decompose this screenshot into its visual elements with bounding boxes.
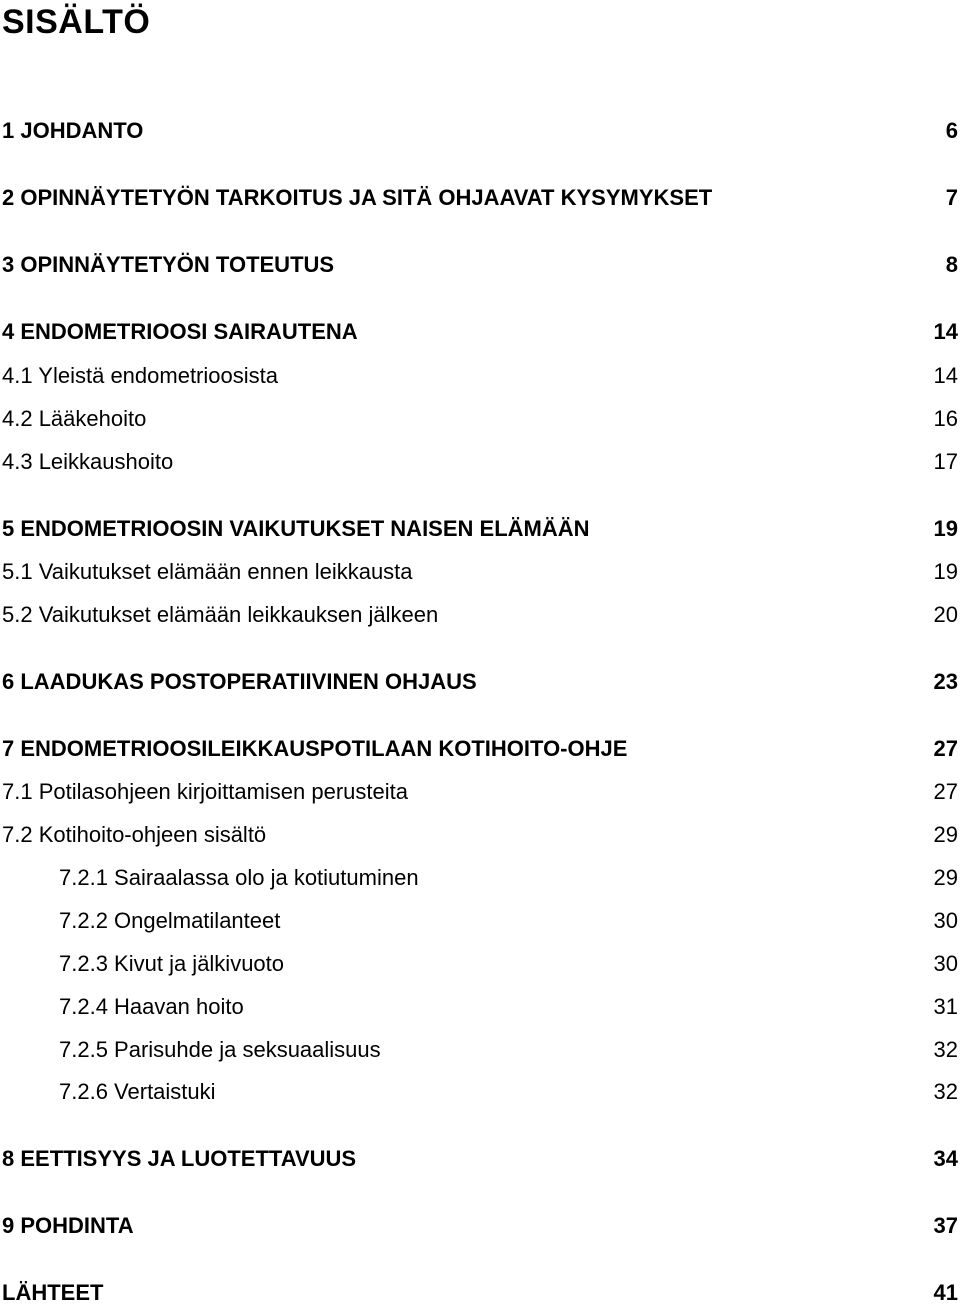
toc-entry-vaikutukset[interactable]	[0, 514, 958, 544]
toc-entry-vertaistuki[interactable]	[0, 1077, 958, 1107]
toc-entry-page: 7	[945, 185, 958, 210]
toc-entry-page: 16	[933, 406, 958, 431]
toc-entry-page: 32	[933, 1037, 958, 1062]
toc-entry-ennen-leikkausta[interactable]	[0, 557, 958, 587]
toc-entry-page: 37	[933, 1213, 958, 1238]
toc-entry-johdanto[interactable]	[0, 116, 958, 146]
toc-entry-label: 6 LAADUKAS POSTOPERATIIVINEN OHJAUS	[2, 669, 477, 694]
toc-entry-label: 9 POHDINTA	[2, 1213, 134, 1238]
toc-entry-pohdinta[interactable]	[0, 1211, 958, 1241]
toc-entry-label: 5.1 Vaikutukset elämään ennen leikkausta	[2, 559, 413, 584]
toc-entry-label: 5 ENDOMETRIOOSIN VAIKUTUKSET NAISEN ELÄMÄÄN	[2, 516, 590, 541]
toc-entry-page: 32	[933, 1079, 958, 1104]
toc-entry-page: 20	[933, 602, 958, 627]
toc-entry-ongelmatilanteet[interactable]	[0, 906, 958, 936]
toc-entry-page: 30	[933, 951, 958, 976]
toc-entry-label: 8 EETTISYYS JA LUOTETTAVUUS	[2, 1146, 357, 1171]
toc-entry-label: 7.2.6 Vertaistuki	[59, 1079, 216, 1104]
toc-entry-label: 3 OPINNÄYTETYÖN TOTEUTUS	[2, 252, 335, 277]
toc-entry-label: 1 JOHDANTO	[2, 118, 144, 143]
toc-entry-page: 6	[945, 118, 958, 143]
toc-entry-eettisyys[interactable]	[0, 1144, 958, 1174]
toc-entry-page: 27	[933, 779, 958, 804]
toc-entry-label: 7.2.4 Haavan hoito	[59, 994, 244, 1019]
toc-entry-page: 30	[933, 908, 958, 933]
toc-entry-label: 4.1 Yleistä endometrioosista	[2, 363, 278, 388]
toc-entry-page: 29	[933, 865, 958, 890]
toc-entry-page: 31	[933, 994, 958, 1019]
toc-entry-postoperatiivinen-ohjaus[interactable]	[0, 667, 958, 697]
toc-entry-label: 4 ENDOMETRIOOSI SAIRAUTENA	[2, 319, 358, 344]
toc-entry-page: 19	[933, 559, 958, 584]
toc-entry-parisuhde[interactable]	[0, 1035, 958, 1065]
toc-entry-label: 4.2 Lääkehoito	[2, 406, 147, 431]
toc-entry-label: LÄHTEET	[2, 1280, 104, 1305]
toc-entry-laakehoito[interactable]	[0, 404, 958, 434]
toc-entry-page: 17	[933, 449, 958, 474]
toc-entry-label: 7.2 Kotihoito-ohjeen sisältö	[2, 822, 267, 847]
toc-entry-label: 7 ENDOMETRIOOSILEIKKAUSPOTILAAN KOTIHOITO-OHJE	[2, 736, 628, 761]
toc-entry-page: 8	[945, 252, 958, 277]
toc-entry-label: 5.2 Vaikutukset elämään leikkauksen jälkeen	[2, 602, 439, 627]
toc-entry-label: 7.2.3 Kivut ja jälkivuoto	[59, 951, 285, 976]
toc-entry-potilasohjeen-perusteita[interactable]	[0, 777, 958, 807]
toc-entry-label: 7.1 Potilasohjeen kirjoittamisen perusteita	[2, 779, 409, 804]
toc-entry-kivut[interactable]	[0, 949, 958, 979]
toc-entry-label: 7.2.5 Parisuhde ja seksuaalisuus	[59, 1037, 381, 1062]
toc-entry-page: 29	[933, 822, 958, 847]
toc-entry-page: 14	[933, 363, 958, 388]
toc-entry-page: 19	[933, 516, 958, 541]
toc-entry-sairaalassa-olo[interactable]	[0, 863, 958, 893]
toc-entry-toteutus[interactable]	[0, 250, 958, 280]
toc-entry-kotihoito-ohje[interactable]	[0, 734, 958, 764]
toc-entry-label: 4.3 Leikkaushoito	[2, 449, 174, 474]
toc-entry-lahteet[interactable]	[0, 1278, 958, 1308]
toc-entry-kotihoito-ohjeen-sisalto[interactable]	[0, 820, 958, 850]
toc-entry-haavan-hoito[interactable]	[0, 992, 958, 1022]
toc-entry-page: 41	[933, 1280, 958, 1305]
toc-entry-page: 34	[933, 1146, 958, 1171]
toc-entry-label: 7.2.1 Sairaalassa olo ja kotiutuminen	[59, 865, 419, 890]
toc-entry-label: 7.2.2 Ongelmatilanteet	[59, 908, 281, 933]
toc-entry-endometrioosi-sairautena[interactable]	[0, 317, 958, 347]
toc-entry-label: 2 OPINNÄYTETYÖN TARKOITUS JA SITÄ OHJAAVAT KYSYMYKSET	[2, 185, 713, 210]
toc-entry-tarkoitus[interactable]	[0, 183, 958, 213]
toc-entry-yleista[interactable]	[0, 361, 958, 391]
toc-entry-leikkaushoito[interactable]	[0, 447, 958, 477]
page-title: SISÄLTÖ	[2, 3, 151, 41]
toc-entry-page: 23	[933, 669, 958, 694]
toc-entry-leikkauksen-jalkeen[interactable]	[0, 600, 958, 630]
toc-entry-page: 27	[933, 736, 958, 761]
toc-entry-page: 14	[933, 319, 958, 344]
